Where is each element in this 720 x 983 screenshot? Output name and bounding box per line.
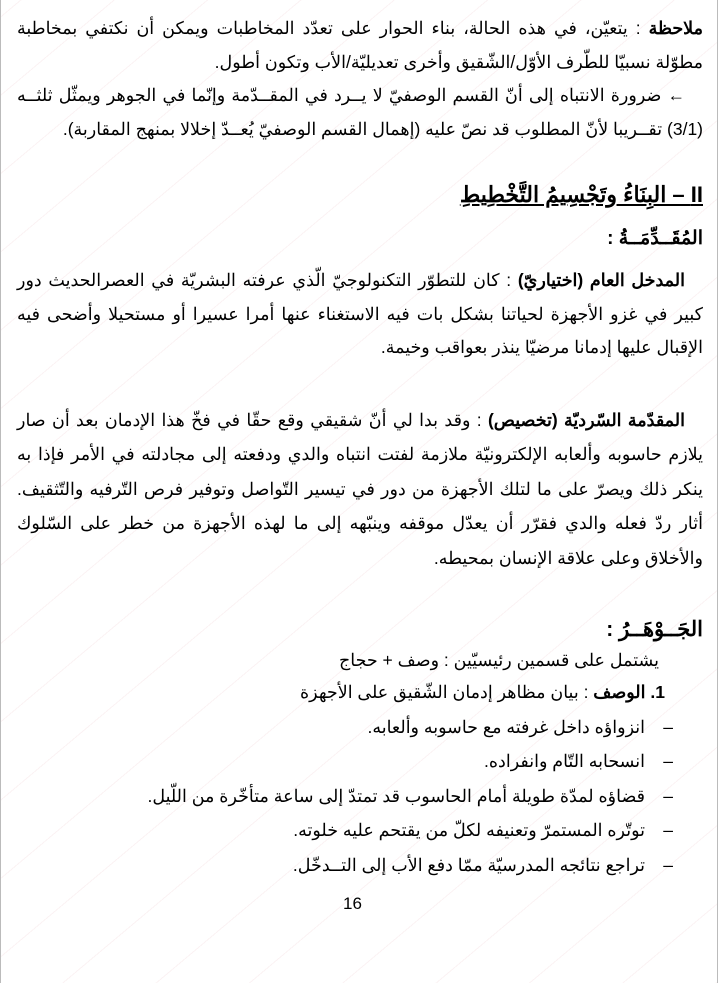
body-heading: الجَــوْهَــرُ :	[606, 618, 703, 641]
narrative-intro-text: : وقد بدا لي أنّ شقيقي وقع حقّا في فخّ هذا الإدمان بعد أن صار يلازم حاسوبه وألعابه الإلكترونيّة ملازمة لفتت انتباه والدي ودفعته إلى مجادلته في الأمر فإذا به ينكر ذلك ويصرّ على ما لتلك الأجهزة من دور في تيسير التّواصل وتوفير فرص التّرفيه والتّثقيف. أثار ردّ فعله والدي فقرّر أن يعدّل موقفه وينبّهه إلى ما لهذه الأجهزة من خطر على السّلوك والأخلاق وعلى علاقة الإنسان بمحيطه.	[17, 409, 703, 568]
body-intro: يشتمل على قسمين رئيسيّين : وصف + حجاج	[338, 650, 659, 670]
list-item: –انسحابه التّام وانفراده.	[484, 751, 673, 771]
narrative-intro-label: المقدّمة السّرديّة (تخصيص)	[487, 409, 685, 430]
list-item: –قضاؤه لمدّة طويلة أمام الحاسوب قد تمتدّ إلى ساعة متأخّرة من اللّيل.	[147, 785, 673, 806]
arrow-note: ← ضرورة الانتباه إلى أنّ القسم الوصفيّ لا يــرد في المقــدّمة وإنّما في الجوهر ويمثّل ثلثــه (3/1) تقــريبا لأنّ المطلوب قد نصّ عليه (إهمال القسم الوصفيّ يُعــدّ إخلالا بمنهج المقاربة).	[17, 85, 703, 139]
general-intro-paragraph	[17, 264, 703, 365]
general-intro-label: المدخل العام (اختياريّ)	[517, 270, 685, 290]
narrative-intro-paragraph	[17, 403, 703, 576]
general-intro-text: : كان للتطوّر التكنولوجيّ الّذي عرفته البشريّة في العصرالحديث دور كبير في غزو الأجهزة لحياتنا بشكل بات فيه الاستغناء عنها أمرا عسيرا أو مستحيلا وأضحى فيه الإقبال عليها إدمانا مرضيّا ينذر بعواقب وخيمة.	[17, 270, 703, 357]
intro-heading: المُقَــدِّمَــةُ :	[607, 228, 703, 249]
page-number: 16	[343, 894, 362, 913]
list-item: –توتّره المستمرّ وتعنيفه لكلّ من يقتحم عليه خلوته.	[293, 820, 673, 840]
list-item: –تراجع نتائجه المدرسيّة ممّا دفع الأب إلى التــدخّل.	[292, 854, 673, 875]
description-heading: 1. الوصف : بيان مظاهر إدمان الشّقيق على الأجهزة	[300, 682, 665, 702]
note-text: : يتعيّن، في هذه الحالة، بناء الحوار على تعدّد المخاطبات ويمكن أن نكتفي بمخاطبة مطوّلة نسبيّا للطّرف الأوّل/الشّقيق وأخرى تعديليّة/الأب وتكون أطول.	[17, 18, 703, 72]
section-heading: II – البِنَاءُ وتَجْسِيمُ التَّخْطِيطِ	[459, 182, 703, 207]
note-label: ملاحظة	[648, 18, 703, 38]
list-item: –انزواؤه داخل غرفته مع حاسوبه وألعابه.	[367, 716, 673, 737]
note-paragraph	[17, 12, 703, 79]
